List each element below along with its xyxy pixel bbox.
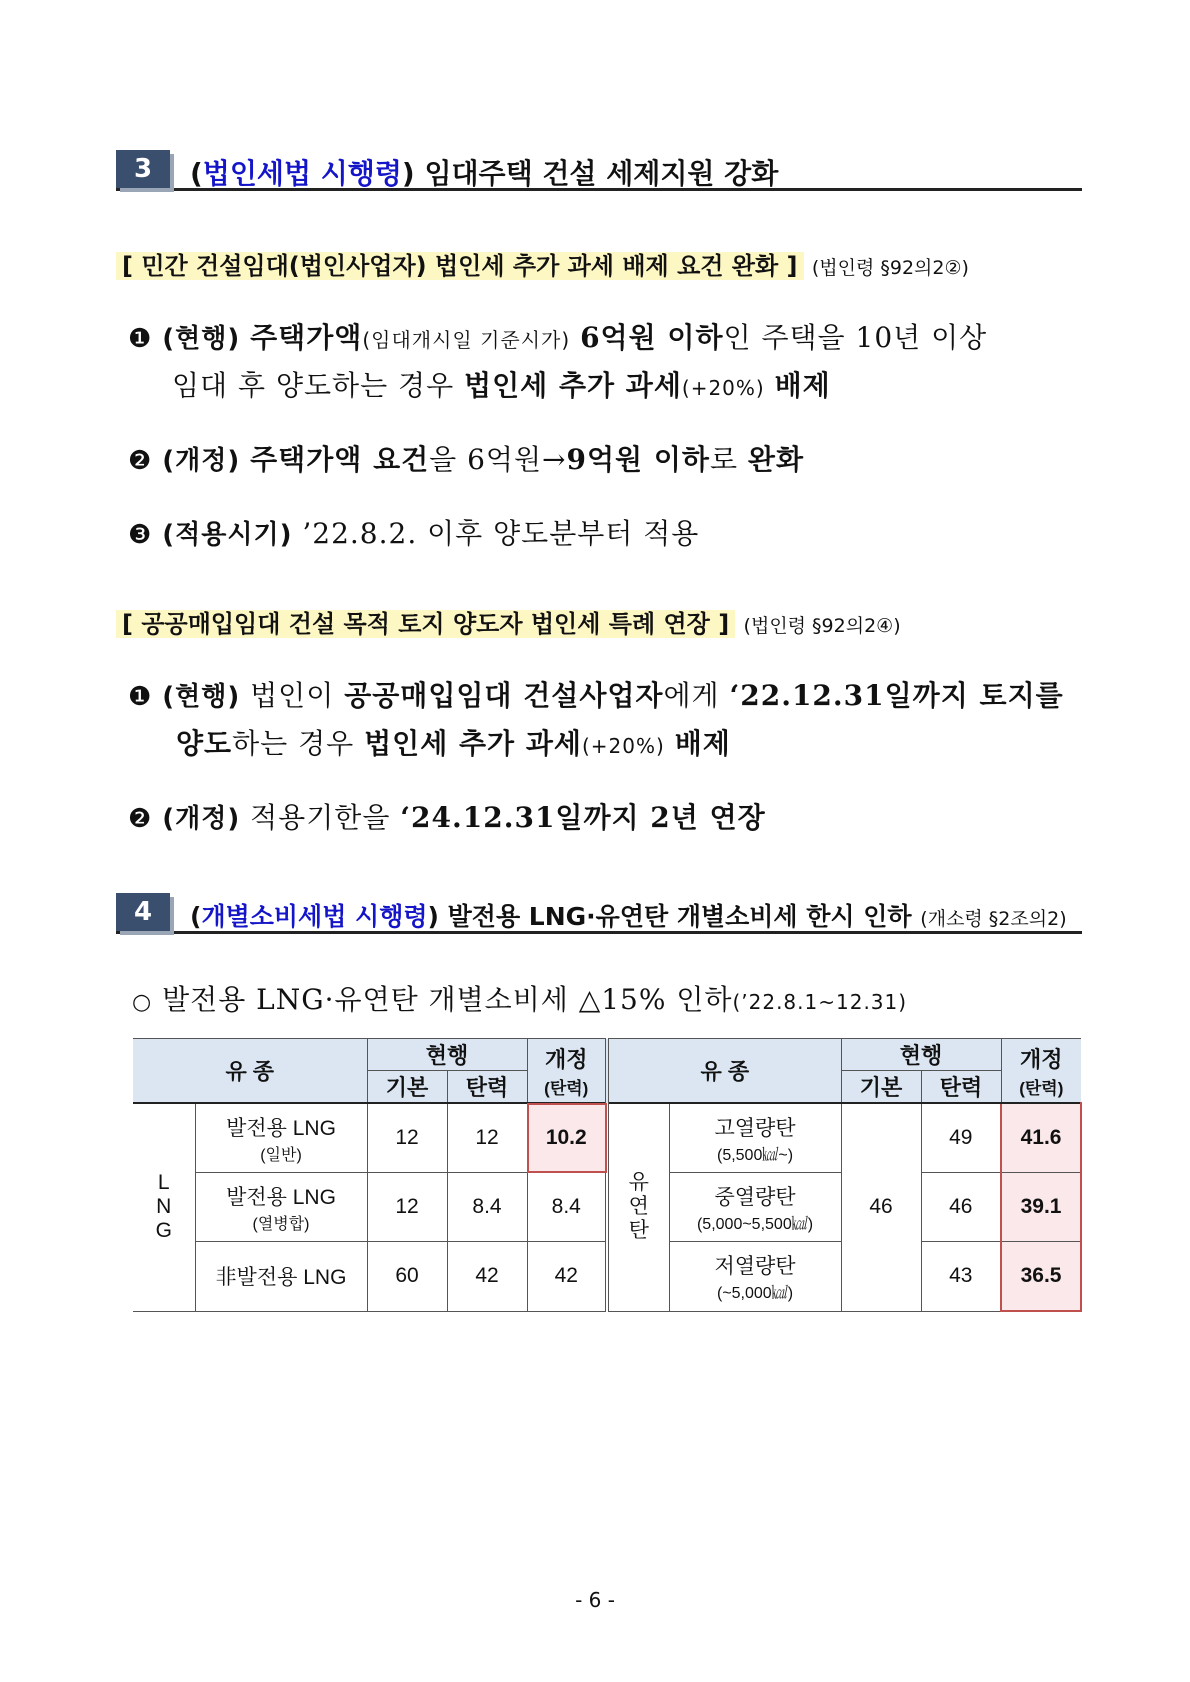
header-revised: [527, 1039, 607, 1104]
fuel-name-text: 고열량탄: [714, 1116, 796, 1140]
fuel-name-text: 중열량탄: [714, 1185, 796, 1209]
header-base: 기본: [841, 1071, 921, 1104]
flex-rate: 46: [921, 1173, 1001, 1242]
item-text-bold: 배제: [674, 727, 731, 760]
base-rate: 12: [367, 1173, 447, 1242]
revised-rate: 10.2: [527, 1103, 607, 1173]
item-text: 법인이: [250, 679, 335, 712]
flex-rate: 43: [921, 1242, 1001, 1312]
fuel-name-text: 저열량탄: [714, 1254, 796, 1278]
item-text-bold: 법인세 추가 과세: [464, 369, 682, 402]
subsection-title: [ 공공매입임대 건설 목적 토지 양도자 법인세 특례 연장 ]: [116, 610, 735, 638]
item-text: 인 주택을 10년 이상: [723, 321, 988, 354]
item-text-bold: 주택가액 요건: [250, 443, 430, 476]
item-label: (현행): [162, 682, 241, 712]
item-text-bold: ‘22.12.31일까지 토지를: [729, 679, 1064, 712]
header-base: 기본: [367, 1071, 447, 1104]
item-text: ’22.8.2. 이후 양도분부터 적용: [302, 517, 700, 550]
subsection-title: [ 민간 건설임대(법인사업자) 법인세 추가 과세 배제 요건 완화 ]: [116, 252, 804, 280]
revised-rate: 8.4: [527, 1173, 607, 1242]
subsection-heading-2: [116, 604, 901, 639]
item-text-bold: 법인세 추가 과세: [364, 727, 582, 760]
section-4-header: [116, 893, 1082, 934]
item-text: 적용기한을: [250, 801, 391, 834]
flex-rate: 42: [447, 1242, 527, 1312]
coal-base-rate: 46: [841, 1103, 921, 1311]
header-current: 현행: [367, 1039, 527, 1071]
item-label: (현행): [162, 324, 241, 354]
table-row: [133, 1103, 1081, 1173]
item-text: 로: [709, 443, 738, 476]
tax-rate-table: [133, 1038, 1082, 1312]
sub2-item-1-line1: [128, 674, 1064, 714]
section-3-header: [116, 150, 1082, 191]
fuel-name: [195, 1242, 367, 1312]
item-text-bold: 9억원 이하: [566, 443, 710, 476]
item-text: 임대 후 양도하는 경우: [172, 369, 455, 402]
bullet-number: ❷: [128, 446, 153, 476]
fuel-sub: (5,500㎉~): [716, 1146, 794, 1164]
item-text-bold: 공공매입임대 건설사업자: [344, 679, 664, 712]
item-label: (개정): [162, 446, 241, 476]
base-rate: 12: [367, 1103, 447, 1173]
item-text-bold: 6억원 이하: [580, 321, 724, 354]
header-flex: 탄력: [447, 1071, 527, 1104]
header-revised-label: 개정: [1020, 1046, 1063, 1072]
item-label: (적용시기): [162, 520, 293, 550]
fuel-name: [669, 1103, 841, 1173]
sub1-item-1-line2: [172, 364, 831, 404]
fuel-name: [669, 1173, 841, 1242]
section-title-law: 개별소비세법 시행령: [201, 902, 428, 931]
subsection-heading-1: [116, 246, 969, 281]
item-note: (임대개시일 기준시가): [362, 328, 571, 352]
subsection-ref: (법인령 §92의2④): [743, 615, 901, 637]
section-title-rest: 임대주택 건설 세제지원 강화: [424, 157, 779, 190]
sub2-item-2: [128, 796, 766, 836]
item-note: (+20%): [581, 734, 665, 758]
header-type: 유 종: [133, 1039, 367, 1104]
fuel-name-text: 발전용 LNG: [226, 1116, 336, 1140]
header-flex: 탄력: [921, 1071, 1001, 1104]
bullet-number: ❶: [128, 682, 153, 712]
section-title-law: 법인세법 시행령: [202, 157, 402, 190]
bullet-period: (’22.8.1~12.31): [732, 990, 908, 1014]
header-revised: [1001, 1039, 1081, 1104]
header-revised-sub: (탄력): [544, 1078, 589, 1098]
sub1-item-1-line1: [128, 316, 987, 356]
fuel-name: [195, 1103, 367, 1173]
revised-rate: 39.1: [1001, 1173, 1081, 1242]
page-number: - 6 -: [575, 1588, 615, 1612]
item-text: 주택가액: [250, 321, 363, 354]
header-revised-sub: (탄력): [1019, 1078, 1064, 1098]
circle-bullet: ○: [132, 990, 153, 1015]
fuel-sub: (5,000~5,500㎉): [696, 1215, 814, 1233]
fuel-name-text: 非발전용 LNG: [215, 1266, 347, 1290]
section-number: 3: [116, 150, 170, 188]
section-title: (법인세법 시행령) 임대주택 건설 세제지원 강화: [190, 157, 779, 190]
fuel-sub: (일반): [260, 1146, 302, 1164]
section4-bullet: [132, 978, 907, 1018]
fuel-name-text: 발전용 LNG: [226, 1185, 336, 1209]
sub1-item-2: [128, 438, 804, 478]
subsection-ref: (법인령 §92의2②): [811, 257, 969, 279]
section-ref: (개소령 §2조의2): [920, 908, 1067, 930]
sub1-item-3: [128, 512, 699, 552]
item-text-bold: 완화: [747, 443, 805, 476]
revised-rate: 42: [527, 1242, 607, 1312]
bullet-number: ❸: [128, 520, 153, 550]
coal-group-label: 유 연 탄: [607, 1103, 669, 1311]
header-revised-label: 개정: [545, 1046, 588, 1072]
item-text: 하는 경우: [232, 727, 355, 760]
bullet-number: ❶: [128, 324, 153, 354]
section-number: 4: [116, 893, 170, 931]
item-text-bold: 양도: [176, 727, 233, 760]
bullet-number: ❷: [128, 804, 153, 834]
header-type: 유 종: [607, 1039, 841, 1104]
revised-rate: 36.5: [1001, 1242, 1081, 1312]
flex-rate: 12: [447, 1103, 527, 1173]
revised-rate: 41.6: [1001, 1103, 1081, 1173]
bullet-text: 발전용 LNG·유연탄 개별소비세 △15% 인하: [162, 983, 733, 1016]
fuel-sub: (~5,000㎉): [716, 1284, 794, 1302]
item-text-bold: 배제: [774, 369, 831, 402]
fuel-name: [195, 1173, 367, 1242]
item-text-bold: ‘24.12.31일까지 2년 연장: [400, 801, 766, 834]
flex-rate: 49: [921, 1103, 1001, 1173]
header-row-1: [133, 1039, 1081, 1071]
fuel-name: [669, 1242, 841, 1312]
item-note: (+20%): [681, 376, 765, 400]
base-rate: 60: [367, 1242, 447, 1312]
flex-rate: 8.4: [447, 1173, 527, 1242]
item-text: 을 6억원→: [429, 443, 567, 476]
section-title: (개별소비세법 시행령) 발전용 LNG·유연탄 개별소비세 한시 인하 (개소령 §2조의2): [190, 902, 1067, 931]
fuel-sub: (열병합): [252, 1215, 310, 1233]
header-current: 현행: [841, 1039, 1001, 1071]
item-text: 에게: [663, 679, 720, 712]
item-label: (개정): [162, 804, 241, 834]
section-title-rest: 발전용 LNG·유연탄 개별소비세 한시 인하: [447, 902, 912, 931]
sub2-item-1-line2: [176, 722, 731, 762]
lng-group-label: L N G: [133, 1103, 195, 1311]
